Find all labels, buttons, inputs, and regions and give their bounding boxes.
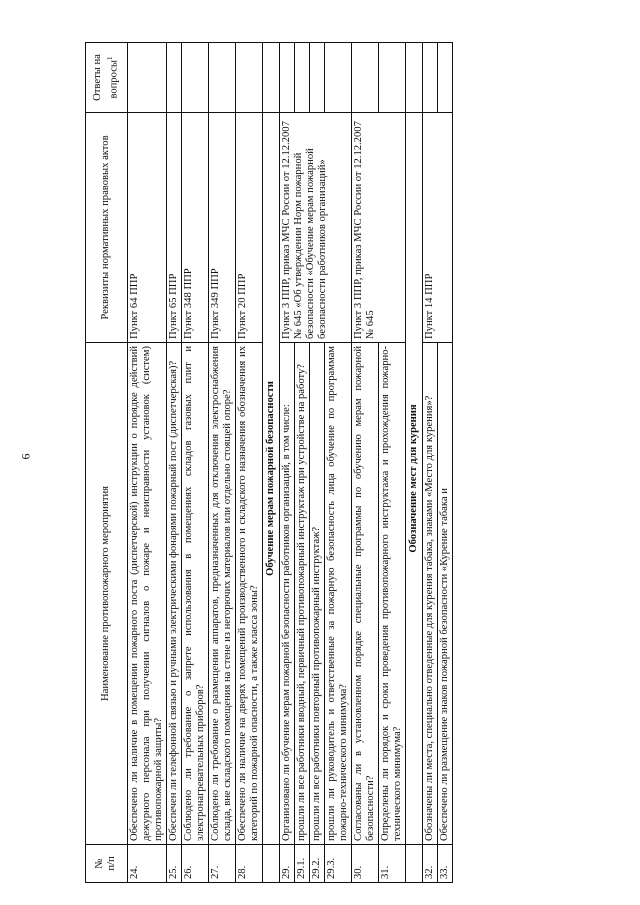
measure-text: прошли ли все работники вводный, первичный противопожарный инструктаж при устройстве на работу? bbox=[294, 343, 309, 845]
answer-cell bbox=[309, 43, 324, 113]
answer-cell bbox=[378, 43, 405, 113]
measure-text: Обеспечено ли наличие в помещении пожарного поста (диспетчерской) инструкции о порядке действий дежурного персонала при получении сигналов о пожаре и неисправности установок (систем) противопожарной защиты? bbox=[127, 343, 166, 845]
table-row bbox=[422, 43, 437, 883]
table-row bbox=[127, 43, 166, 883]
row-number: 32. bbox=[422, 845, 437, 883]
measure-text: Организовано ли обучение мерам пожарной безопасности работников организаций, в том числе: bbox=[279, 343, 294, 845]
answer-cell bbox=[166, 43, 181, 113]
footnote-mark: 1 bbox=[106, 56, 114, 60]
header-name: Наименование противопожарного мероприятия bbox=[86, 343, 128, 845]
row-number: 26. bbox=[181, 845, 208, 883]
measure-text: Согласованы ли в установленном порядке специальные программы по обучению мерам пожарной безопасности? bbox=[351, 343, 378, 845]
table-row bbox=[351, 43, 378, 883]
legal-reference: Пункт 3 ППР, приказ МЧС России от 12.12.2007 № 645 «Об утверждении Норм пожарной безопасности «Обучение мерам пожарной безопасности работников организаций» bbox=[279, 113, 351, 343]
row-number: 33. bbox=[437, 845, 452, 883]
section-title: Обучение мерам пожарной безопасности bbox=[262, 113, 279, 845]
legal-reference: Пункт 65 ППР bbox=[166, 113, 181, 343]
measure-text: Определены ли порядок и сроки проведения противопожарного инструктажа и прохождения пожарно-технического минимума? bbox=[378, 343, 405, 845]
header-num: № п/п bbox=[86, 845, 128, 883]
table-row bbox=[208, 43, 235, 883]
table-row bbox=[235, 43, 262, 883]
measure-text: Соблюдено ли требование о размещении аппаратов, предназначенных для отключения электроснабжения склада, вне складского помещения на стене из негорючих материалов или отдельно стоящей опоре? bbox=[208, 343, 235, 845]
measure-text: Обеспечено ли наличие на дверях помещений производственного и складского назначения обозначения их категорий по пожарной опасности, а также класса зоны? bbox=[235, 343, 262, 845]
section-row bbox=[405, 43, 422, 883]
legal-reference: Пункт 20 ППР bbox=[235, 113, 262, 343]
header-details: Реквизиты нормативных правовых актов bbox=[86, 113, 128, 343]
row-number: 29.2. bbox=[309, 845, 324, 883]
legal-reference: Пункт 14 ППР bbox=[422, 113, 452, 343]
row-number: 30. bbox=[351, 845, 378, 883]
table-row bbox=[166, 43, 181, 883]
table-row bbox=[279, 43, 294, 883]
section-num-cell bbox=[405, 845, 422, 883]
checklist-table bbox=[85, 42, 453, 883]
measure-text: Обеспечен ли телефонной связью и ручными электрическими фонарями пожарный пост (диспетчерская)? bbox=[166, 343, 181, 845]
answer-cell bbox=[262, 43, 279, 113]
legal-reference: Пункт 349 ППР bbox=[208, 113, 235, 343]
answer-cell bbox=[279, 43, 294, 113]
answer-cell bbox=[181, 43, 208, 113]
measure-text: Соблюдено ли требование о запрете использования в помещениях складов газовых плит и электронагревательных приборов? bbox=[181, 343, 208, 845]
row-number: 27. bbox=[208, 845, 235, 883]
row-number: 29.1. bbox=[294, 845, 309, 883]
page-number: 6 bbox=[18, 453, 33, 460]
measure-text: прошли ли руководитель и ответственные за пожарную безопасность лица обучение по программам пожарно-технического минимума? bbox=[324, 343, 351, 845]
section-row bbox=[262, 43, 279, 883]
table-body bbox=[127, 43, 452, 883]
row-number: 25. bbox=[166, 845, 181, 883]
header-answers bbox=[86, 43, 128, 113]
answer-cell bbox=[437, 43, 452, 113]
section-num-cell bbox=[262, 845, 279, 883]
row-number: 24. bbox=[127, 845, 166, 883]
table-header-row bbox=[86, 43, 128, 883]
answer-cell bbox=[235, 43, 262, 113]
legal-reference: Пункт 64 ППР bbox=[127, 113, 166, 343]
section-title: Обозначение мест для курения bbox=[405, 113, 422, 845]
row-number: 28. bbox=[235, 845, 262, 883]
rotated-page bbox=[85, 43, 605, 883]
answer-cell bbox=[324, 43, 351, 113]
answer-cell bbox=[127, 43, 166, 113]
answer-cell bbox=[294, 43, 309, 113]
legal-reference: Пункт 3 ППР, приказ МЧС России от 12.12.2007 № 645 bbox=[351, 113, 405, 343]
table-row bbox=[181, 43, 208, 883]
header-answers-label: Ответы на вопросы bbox=[92, 54, 120, 101]
measure-text: прошли ли все работники повторный противопожарный инструктаж? bbox=[309, 343, 324, 845]
row-number: 31. bbox=[378, 845, 405, 883]
answer-cell bbox=[405, 43, 422, 113]
measure-text: Обозначены ли места, специально отведенные для курения табака, знаками «Место для курения»? bbox=[422, 343, 437, 845]
answer-cell bbox=[351, 43, 378, 113]
row-number: 29. bbox=[279, 845, 294, 883]
row-number: 29.3. bbox=[324, 845, 351, 883]
measure-text: Обеспечено ли размещение знаков пожарной безопасности «Курение табака и bbox=[437, 343, 452, 845]
answer-cell bbox=[422, 43, 437, 113]
answer-cell bbox=[208, 43, 235, 113]
legal-reference: Пункт 348 ППР bbox=[181, 113, 208, 343]
